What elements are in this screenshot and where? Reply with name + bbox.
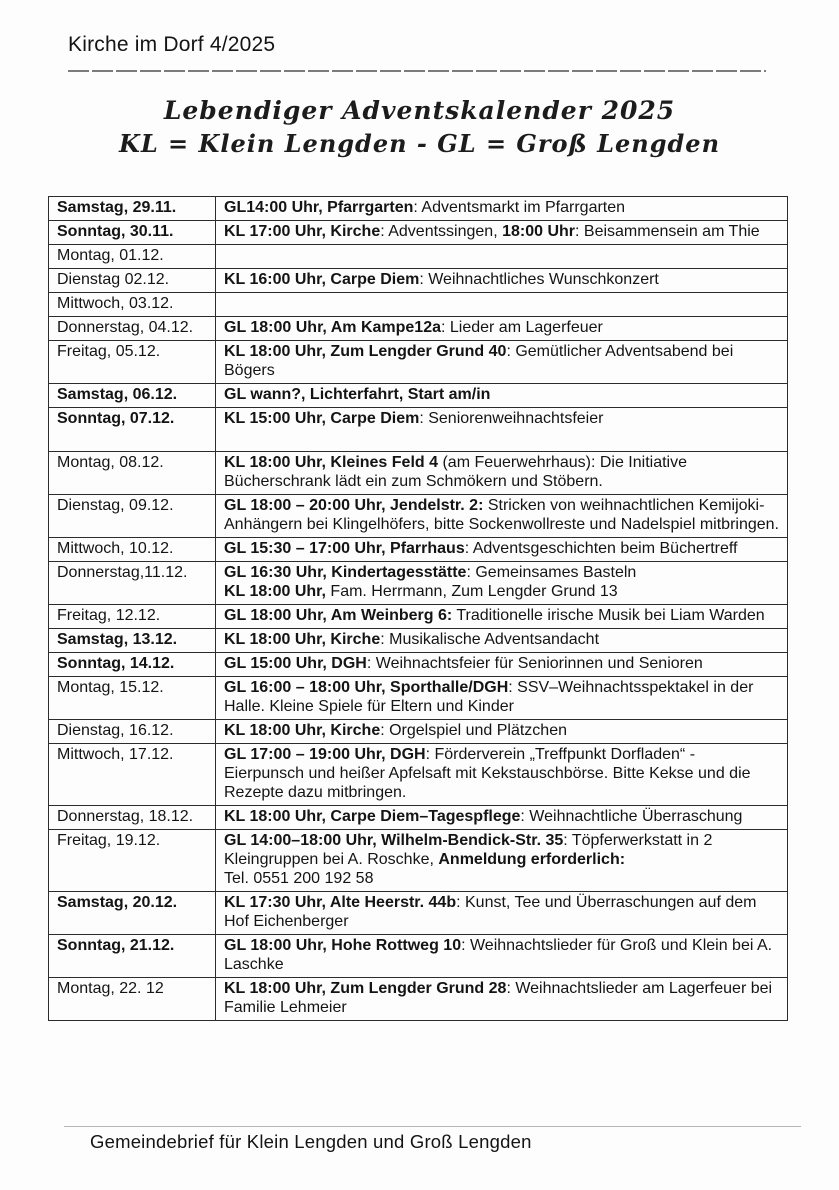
- table-row: [49, 935, 788, 978]
- table-row: [49, 830, 788, 892]
- event-text: Tel. 0551 200 192 58: [224, 870, 374, 887]
- date-cell: Freitag, 12.12.: [49, 605, 216, 629]
- date-cell: Mittwoch, 03.12.: [49, 293, 216, 317]
- event-cell: [216, 221, 788, 245]
- event-highlight: GL wann?, Lichterfahrt, Start am/in: [224, 386, 491, 403]
- event-highlight: GL 16:00 – 18:00 Uhr, Sporthalle/DGH: [224, 679, 509, 696]
- event-highlight: KL 18:00 Uhr, Kirche: [224, 722, 381, 739]
- date-cell: Sonntag, 14.12.: [49, 653, 216, 677]
- event-text: : Gemütlicher Adventsabend bei Bögers: [224, 343, 734, 379]
- event-highlight: GL 18:00 Uhr, Am Kampe12a: [224, 319, 441, 336]
- header-divider: [68, 70, 766, 72]
- event-cell: [216, 341, 788, 384]
- event-text: : Weihnachtliches Wunschkonzert: [419, 271, 659, 288]
- date-cell: Dienstag, 16.12.: [49, 720, 216, 744]
- table-row: [49, 245, 788, 269]
- event-text: : Musikalische Adventsandacht: [380, 631, 600, 648]
- event-text: : Gemeinsames Basteln: [466, 564, 637, 581]
- event-highlight: KL 17:30 Uhr, Alte Heerstr. 44b: [224, 894, 457, 911]
- event-cell: [216, 197, 788, 221]
- calendar-legend: KL = Klein Lengden - GL = Groß Lengden: [118, 129, 721, 158]
- table-row: [49, 806, 788, 830]
- event-text: : Weihnachtslieder für Groß und Klein bei A. Laschke: [224, 937, 773, 973]
- event-text: Fam. Herrmann, Zum Lengder Grund 13: [325, 583, 618, 600]
- table-row: [49, 653, 788, 677]
- date-cell: Samstag, 29.11.: [49, 197, 216, 221]
- date-cell: Sonntag, 07.12.: [49, 408, 216, 452]
- event-text: : Adventsmarkt im Pfarrgarten: [413, 199, 626, 216]
- date-cell: Montag, 08.12.: [49, 452, 216, 495]
- event-text: : Weihnachtsfeier für Seniorinnen und Senioren: [366, 655, 703, 672]
- table-row: [49, 452, 788, 495]
- date-cell: Mittwoch, 17.12.: [49, 744, 216, 806]
- date-cell: Freitag, 05.12.: [49, 341, 216, 384]
- event-cell: [216, 935, 788, 978]
- page-title: Kirche im Dorf 4/2025: [68, 33, 276, 56]
- date-cell: Donnerstag, 04.12.: [49, 317, 216, 341]
- event-cell: [216, 408, 788, 452]
- event-highlight: GL 17:00 – 19:00 Uhr, DGH: [224, 746, 426, 763]
- date-cell: Sonntag, 21.12.: [49, 935, 216, 978]
- event-text: (am Feuerwehrhaus): Die Initiative Bücherschrank lädt ein zum Schmökern und Stöbern.: [224, 454, 687, 490]
- event-cell: [216, 677, 788, 720]
- event-cell: [216, 892, 788, 935]
- event-cell: [216, 245, 788, 269]
- event-highlight: KL 18:00 Uhr, Kirche: [224, 631, 381, 648]
- event-cell: [216, 495, 788, 538]
- table-row: [49, 562, 788, 605]
- table-row: [49, 408, 788, 452]
- date-cell: Montag, 15.12.: [49, 677, 216, 720]
- date-cell: Montag, 01.12.: [49, 245, 216, 269]
- event-cell: [216, 744, 788, 806]
- date-cell: Freitag, 19.12.: [49, 830, 216, 892]
- event-highlight: KL 18:00 Uhr,: [224, 583, 326, 600]
- table-row: [49, 978, 788, 1021]
- event-highlight: KL 16:00 Uhr, Carpe Diem: [224, 271, 420, 288]
- event-highlight: GL 18:00 Uhr, Am Weinberg 6:: [224, 607, 453, 624]
- table-row: [49, 293, 788, 317]
- event-cell: [216, 605, 788, 629]
- table-row: [49, 269, 788, 293]
- event-cell: [216, 317, 788, 341]
- event-text: : Adventssingen,: [380, 223, 503, 240]
- table-row: [49, 677, 788, 720]
- event-cell: [216, 452, 788, 495]
- event-highlight: Anmeldung erforderlich:: [438, 851, 626, 868]
- table-row: [49, 629, 788, 653]
- date-cell: Donnerstag, 18.12.: [49, 806, 216, 830]
- event-cell: [216, 269, 788, 293]
- event-text: : Förderverein „Treffpunkt Dorfladen“ - Eierpunsch und heißer Apfelsaft mit Kekstauschbörse. Bitte Kekse und die Rezepte dazu mitbringen.: [224, 746, 751, 801]
- event-cell: [216, 293, 788, 317]
- event-cell: [216, 653, 788, 677]
- calendar-table-body: [49, 197, 788, 1021]
- event-highlight: KL 18:00 Uhr, Zum Lengder Grund 40: [224, 343, 507, 360]
- event-highlight: 18:00 Uhr: [502, 223, 575, 240]
- event-cell: [216, 629, 788, 653]
- table-row: [49, 744, 788, 806]
- event-highlight: GL 15:30 – 17:00 Uhr, Pfarrhaus: [224, 540, 465, 557]
- advent-calendar-table: [48, 196, 788, 1021]
- event-highlight: KL 17:00 Uhr, Kirche: [224, 223, 381, 240]
- footer-divider: [64, 1126, 801, 1127]
- event-text: : Seniorenweihnachtsfeier: [419, 410, 604, 427]
- date-cell: Samstag, 20.12.: [49, 892, 216, 935]
- event-highlight: GL 18:00 Uhr, Hohe Rottweg 10: [224, 937, 462, 954]
- event-cell: [216, 806, 788, 830]
- event-cell: [216, 538, 788, 562]
- event-cell: [216, 720, 788, 744]
- table-row: [49, 605, 788, 629]
- event-text: : Weihnachtliche Überraschung: [520, 808, 743, 825]
- date-cell: Samstag, 13.12.: [49, 629, 216, 653]
- event-highlight: GL 16:30 Uhr, Kindertagesstätte: [224, 564, 467, 581]
- event-text: : Adventsgeschichten beim Büchertreff: [464, 540, 738, 557]
- event-highlight: GL 18:00 – 20:00 Uhr, Jendelstr. 2:: [224, 497, 484, 514]
- table-row: [49, 720, 788, 744]
- event-highlight: GL14:00 Uhr, Pfarrgarten: [224, 199, 414, 216]
- event-highlight: KL 18:00 Uhr, Carpe Diem–Tagespflege: [224, 808, 521, 825]
- date-cell: Dienstag 02.12.: [49, 269, 216, 293]
- date-cell: Montag, 22. 12: [49, 978, 216, 1021]
- event-highlight: KL 15:00 Uhr, Carpe Diem: [224, 410, 420, 427]
- event-text: : Orgelspiel und Plätzchen: [380, 722, 567, 739]
- event-text: : Beisammensein am Thie: [575, 223, 760, 240]
- table-row: [49, 538, 788, 562]
- event-text: Stricken von weihnachtlichen Kemijoki-Anhängern bei Klingelhöfers, bitte Sockenwollreste und Nadelspiel mitbringen.: [224, 497, 779, 533]
- table-row: [49, 384, 788, 408]
- table-row: [49, 317, 788, 341]
- event-cell: [216, 384, 788, 408]
- table-row: [49, 892, 788, 935]
- event-text: : Töpferwerkstatt in 2 Kleingruppen bei A. Roschke,: [224, 832, 713, 868]
- event-text: Traditionelle irische Musik bei Liam Warden: [452, 607, 765, 624]
- event-cell: [216, 978, 788, 1021]
- event-highlight: GL 14:00–18:00 Uhr, Wilhelm-Bendick-Str. 35: [224, 832, 564, 849]
- date-cell: Donnerstag,11.12.: [49, 562, 216, 605]
- table-row: [49, 221, 788, 245]
- event-text: : Weihnachtslieder am Lagerfeuer bei Familie Lehmeier: [224, 980, 773, 1016]
- table-row: [49, 495, 788, 538]
- event-text: : Lieder am Lagerfeuer: [440, 319, 603, 336]
- calendar-title: Lebendiger Adventskalender 2025: [163, 96, 676, 125]
- table-row: [49, 197, 788, 221]
- date-cell: Dienstag, 09.12.: [49, 495, 216, 538]
- event-text: : SSV–Weihnachtsspektakel in der Halle. Kleine Spiele für Eltern und Kinder: [224, 679, 754, 715]
- date-cell: Mittwoch, 10.12.: [49, 538, 216, 562]
- table-row: [49, 341, 788, 384]
- event-highlight: KL 18:00 Uhr, Zum Lengder Grund 28: [224, 980, 507, 997]
- date-cell: Sonntag, 30.11.: [49, 221, 216, 245]
- footer-text: Gemeindebrief für Klein Lengden und Groß Lengden: [90, 1131, 532, 1152]
- date-cell: Samstag, 06.12.: [49, 384, 216, 408]
- event-highlight: KL 18:00 Uhr, Kleines Feld 4: [224, 454, 439, 471]
- event-text: : Kunst, Tee und Überraschungen auf dem Hof Eichenberger: [224, 894, 757, 930]
- event-highlight: GL 15:00 Uhr, DGH: [224, 655, 367, 672]
- event-cell: [216, 562, 788, 605]
- event-cell: [216, 830, 788, 892]
